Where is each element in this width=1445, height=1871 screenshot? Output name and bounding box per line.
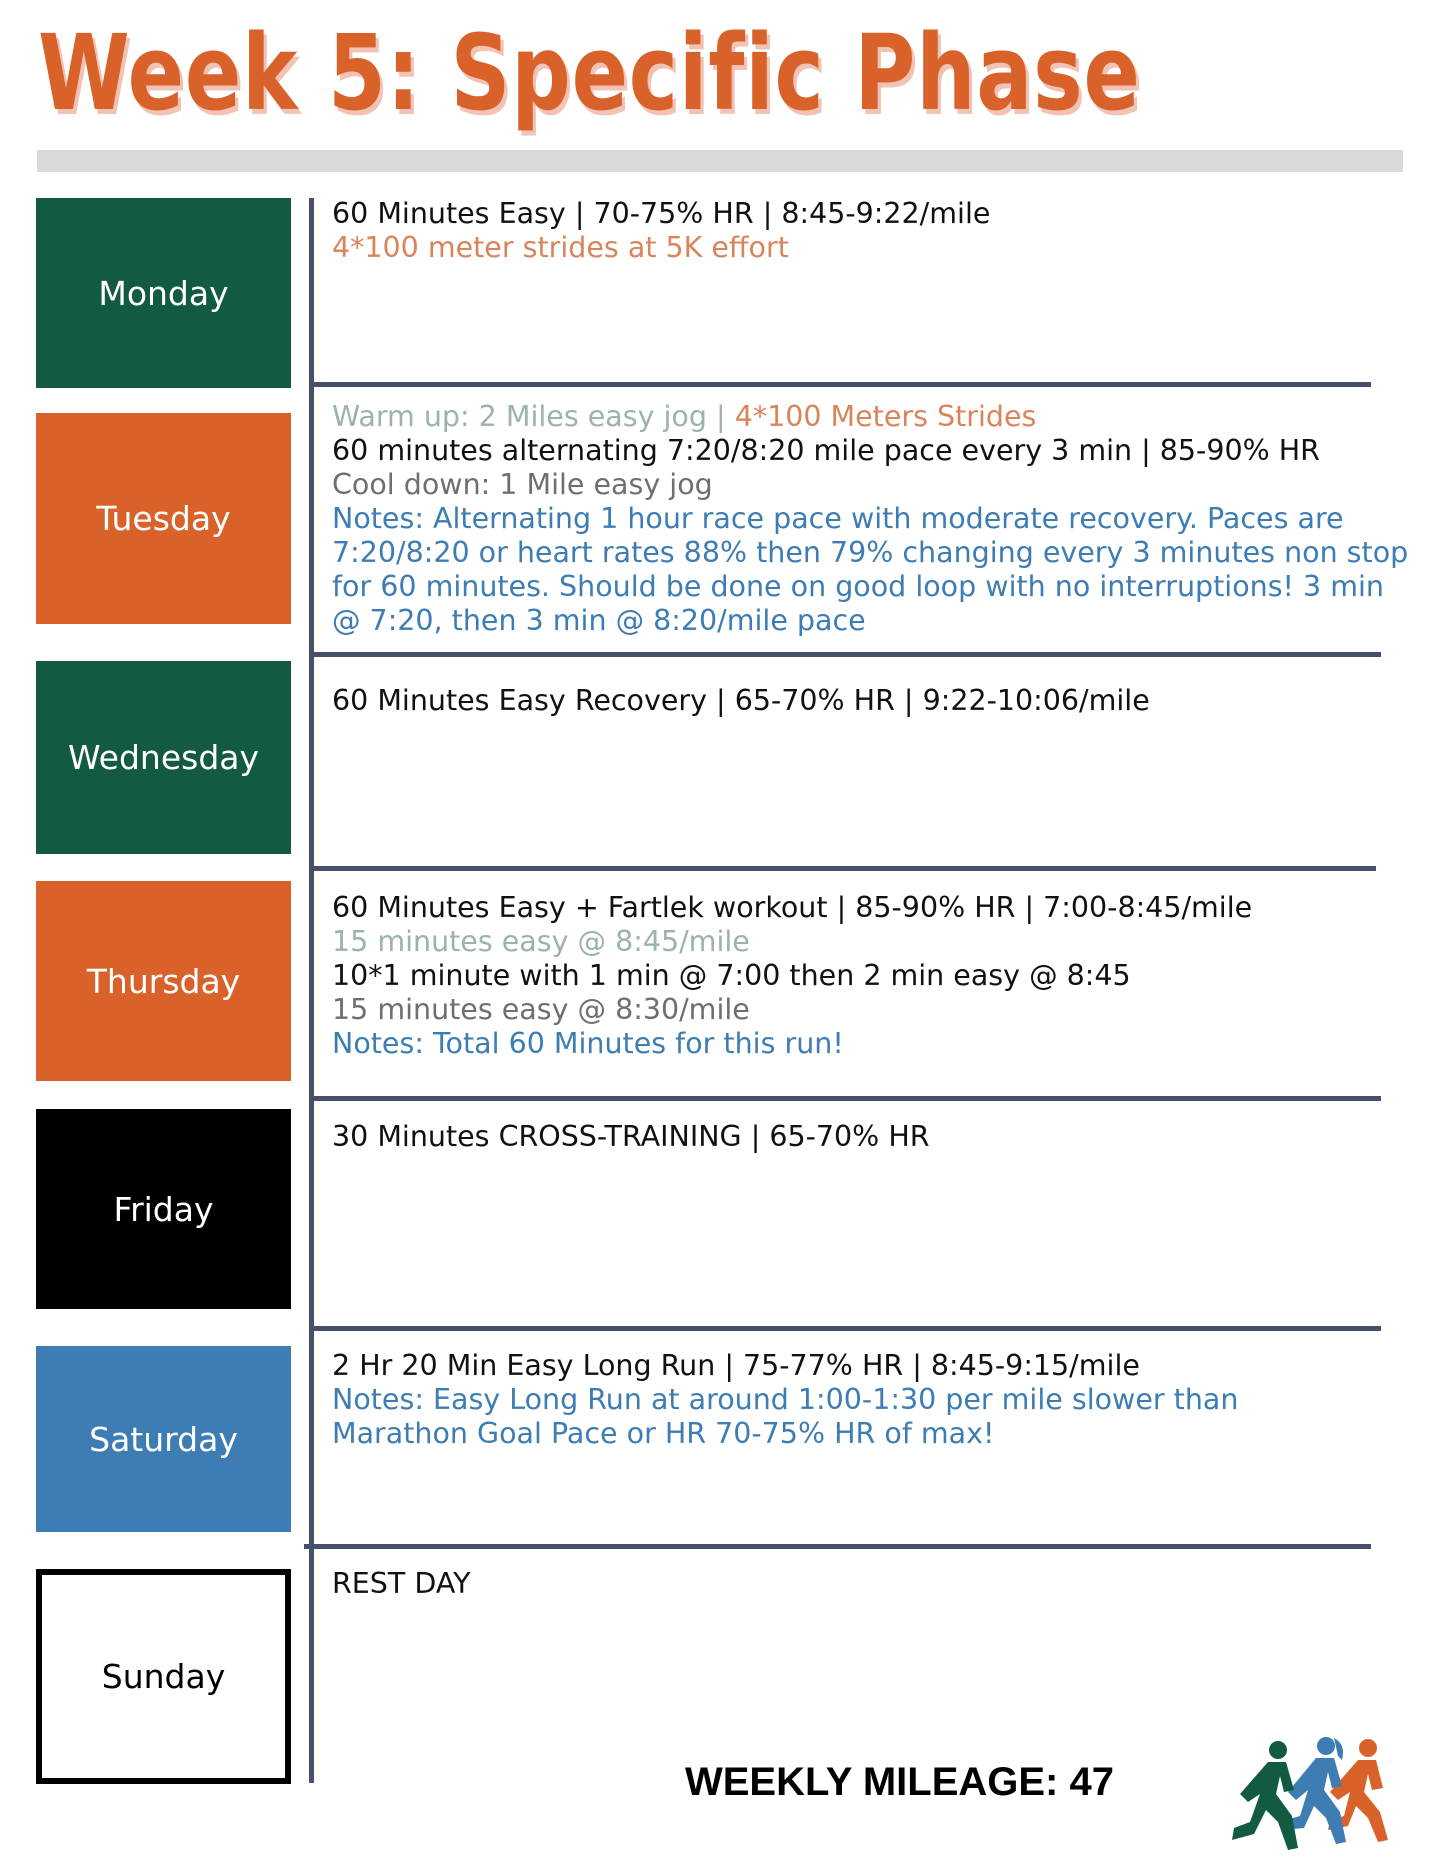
workout-main: 60 minutes alternating 7:20/8:20 mile pace every 3 min | 85-90% HR — [332, 434, 1320, 467]
day-name: Thursday — [86, 961, 241, 1001]
day-details-thursday — [332, 891, 1412, 1061]
day-name: Friday — [113, 1189, 214, 1229]
warmup-strides: 4*100 Meters Strides — [734, 400, 1037, 433]
workout-main: 2 Hr 20 Min Easy Long Run | 75-77% HR | 8:45-9:15/mile — [332, 1349, 1140, 1382]
day-details-monday — [332, 197, 1412, 265]
row-divider — [309, 382, 1371, 387]
workout-line: 30 Minutes CROSS-TRAINING | 65-70% HR — [332, 1120, 930, 1153]
workout-line: 4*100 meter strides at 5K effort — [332, 231, 789, 264]
day-name: Sunday — [101, 1657, 226, 1696]
day-label-friday — [36, 1109, 291, 1309]
day-label-wednesday — [36, 661, 291, 854]
workout-line: 15 minutes easy @ 8:45/mile — [332, 925, 750, 958]
row-divider — [309, 1326, 1381, 1331]
workout-notes: Notes: Easy Long Run at around 1:00-1:30 per mile slower than Marathon Goal Pace or HR 70-75% HR of max! — [332, 1383, 1239, 1450]
day-name: Monday — [98, 273, 229, 313]
workout-line: 60 Minutes Easy | 70-75% HR | 8:45-9:22/mile — [332, 197, 991, 230]
day-label-monday — [36, 198, 291, 388]
day-details-sunday — [332, 1567, 1412, 1601]
workout-line: 60 Minutes Easy + Fartlek workout | 85-90% HR | 7:00-8:45/mile — [332, 891, 1253, 924]
workout-line: 60 Minutes Easy Recovery | 65-70% HR | 9:22-10:06/mile — [332, 684, 1150, 717]
day-details-tuesday — [332, 400, 1412, 638]
cooldown-line: Cool down: 1 Mile easy jog — [332, 468, 713, 501]
day-label-sunday — [36, 1569, 291, 1784]
warmup-line — [332, 400, 1412, 434]
day-label-saturday — [36, 1346, 291, 1532]
day-label-thursday — [36, 881, 291, 1081]
row-divider — [309, 652, 1381, 657]
row-divider — [309, 1096, 1381, 1101]
workout-notes: Notes: Total 60 Minutes for this run! — [332, 1027, 844, 1060]
day-name: Saturday — [89, 1419, 238, 1459]
day-name: Tuesday — [96, 499, 231, 538]
title-divider — [37, 150, 1403, 172]
row-divider — [309, 866, 1376, 871]
page-title: Week 5: Specific Phase — [38, 12, 1141, 134]
runners-icon — [1218, 1730, 1410, 1860]
weekly-mileage: WEEKLY MILEAGE: 47 — [685, 1760, 1114, 1804]
workout-line: 10*1 minute with 1 min @ 7:00 then 2 min easy @ 8:45 — [332, 959, 1131, 992]
day-name: Wednesday — [67, 738, 260, 777]
day-details-friday — [332, 1120, 1412, 1154]
workout-line: 15 minutes easy @ 8:30/mile — [332, 993, 750, 1026]
row-divider — [304, 1544, 1371, 1549]
workout-notes: Notes: Alternating 1 hour race pace with moderate recovery. Paces are 7:20/8:20 or heart rates 88% then 79% changing every 3 minutes non stop for 60 minutes. Should be done on good loop with no interruptions! 3 min @ 7:20, then 3 min @ 8:20/mile pace — [332, 502, 1409, 637]
day-label-tuesday — [36, 413, 291, 624]
day-details-wednesday — [332, 684, 1412, 718]
day-details-saturday — [332, 1349, 1412, 1451]
workout-line: REST DAY — [332, 1567, 471, 1600]
warmup-text: Warm up: 2 Miles easy jog | — [332, 400, 735, 433]
